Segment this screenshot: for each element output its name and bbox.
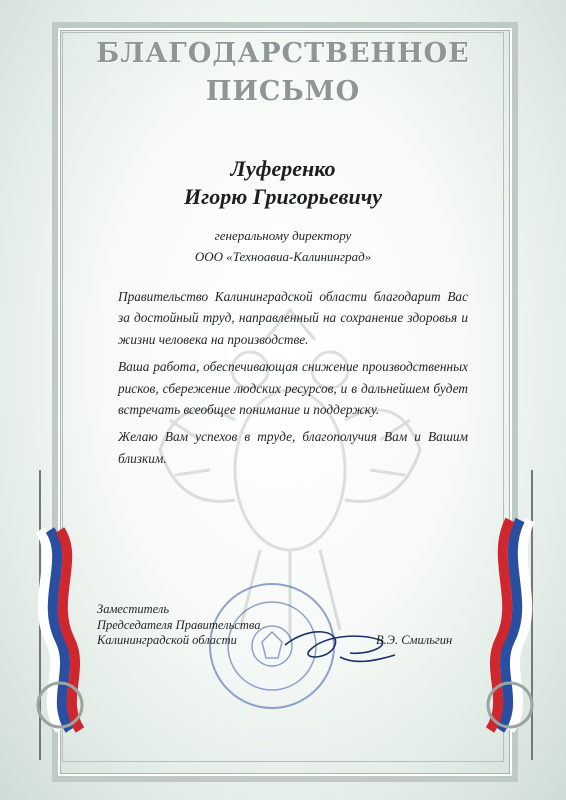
body-paragraph: Желаю Вам успехов в труде, благополучия Вам и Вашим близким.	[118, 429, 468, 466]
body-paragraph: Ваша работа, обеспечивающая снижение производственных рисков, сбережение людских ресурсов, и в дальнейшем будет встречать всеобщее понимание и поддержку.	[118, 359, 468, 418]
body-paragraph: Правительство Калининградской области благодарит Вас за достойный труд, направленный на сохранение здоровья и жизни человека на производстве.	[118, 289, 468, 347]
document-title-line1: БЛАГОДАРСТВЕННОЕ	[96, 38, 470, 69]
recipient-company: ООО «Техноавиа-Калининград»	[194, 249, 372, 264]
recipient-name: Игорю Григорьевичу	[183, 184, 383, 209]
signatory-name: В.Э. Смильгин	[376, 633, 453, 647]
recipient-position: генеральному директору	[214, 228, 352, 243]
russian-flag-ribbon-left-icon	[20, 470, 95, 770]
recipient-surname: Луференко	[230, 156, 336, 181]
signatory-title	[97, 602, 260, 649]
russian-flag-ribbon-right-icon	[470, 470, 550, 770]
document-title-line2: ПИСЬМО	[205, 76, 361, 107]
signatory-line: Калининградской области	[97, 633, 237, 647]
signatory-line: Председателя Правительства	[97, 617, 261, 632]
signatory-line: Заместитель	[97, 602, 170, 616]
letter-body	[118, 286, 468, 475]
